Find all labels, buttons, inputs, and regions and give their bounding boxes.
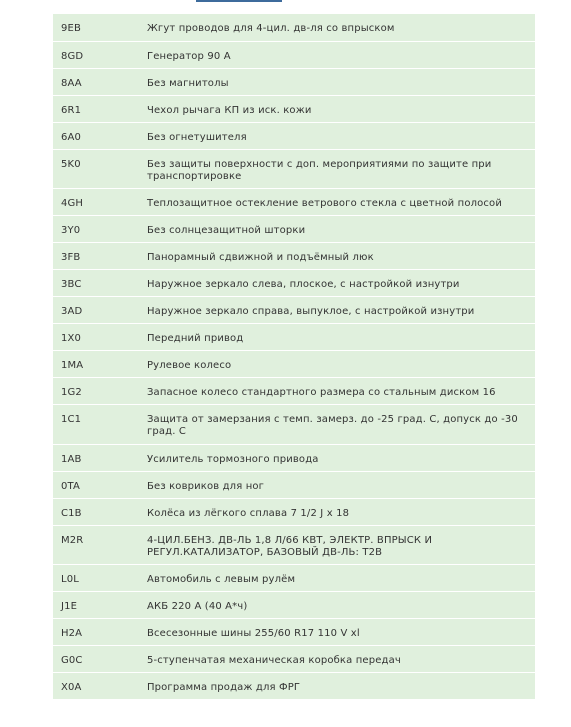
option-description: Колёса из лёгкого сплава 7 1/2 J x 18 <box>147 498 535 525</box>
option-description: Жгут проводов для 4-цил. дв-ля со впрыском <box>147 14 535 41</box>
table-row <box>53 444 535 471</box>
option-code: G0C <box>53 645 147 672</box>
options-table-container <box>53 14 535 727</box>
option-description: Без защиты поверхности с доп. мероприятиями по защите при транспортировке <box>147 149 535 188</box>
table-row <box>53 269 535 296</box>
table-row <box>53 323 535 350</box>
option-code: 4GH <box>53 188 147 215</box>
option-code: X0A <box>53 672 147 699</box>
option-description: Без солнцезащитной шторки <box>147 215 535 242</box>
option-code: J1E <box>53 591 147 618</box>
table-row <box>53 14 535 41</box>
option-description: Наружное зеркало справа, выпуклое, с настройкой изнутри <box>147 296 535 323</box>
table-row <box>53 645 535 672</box>
table-row <box>53 672 535 699</box>
option-code: 8GD <box>53 41 147 68</box>
option-code: 3Y0 <box>53 215 147 242</box>
option-code: 1C1 <box>53 404 147 444</box>
table-row <box>53 149 535 188</box>
option-code: M2R <box>53 525 147 564</box>
table-row <box>53 471 535 498</box>
table-row <box>53 525 535 564</box>
options-table <box>53 14 535 700</box>
option-code: 1AB <box>53 444 147 471</box>
option-code: 6R1 <box>53 95 147 122</box>
table-row <box>53 215 535 242</box>
option-code: 0TA <box>53 471 147 498</box>
option-description: Без магнитолы <box>147 68 535 95</box>
option-description: Защита от замерзания с темп. замерз. до -25 град. С, допуск до -30 град. С <box>147 404 535 444</box>
option-code: 1X0 <box>53 323 147 350</box>
table-row <box>53 122 535 149</box>
table-row <box>53 41 535 68</box>
option-description: Наружное зеркало слева, плоское, с настройкой изнутри <box>147 269 535 296</box>
table-row <box>53 591 535 618</box>
table-row <box>53 296 535 323</box>
option-code: 5K0 <box>53 149 147 188</box>
option-code: L0L <box>53 564 147 591</box>
option-description: Всесезонные шины 255/60 R17 110 V xl <box>147 618 535 645</box>
option-code: 9EB <box>53 14 147 41</box>
option-description: Запасное колесо стандартного размера со стальным диском 16 <box>147 377 535 404</box>
table-row <box>53 404 535 444</box>
table-row <box>53 377 535 404</box>
table-row <box>53 618 535 645</box>
option-description: Передний привод <box>147 323 535 350</box>
table-row <box>53 564 535 591</box>
option-description: Программа продаж для ФРГ <box>147 672 535 699</box>
option-description: АКБ 220 A (40 А*ч) <box>147 591 535 618</box>
option-description: Усилитель тормозного привода <box>147 444 535 471</box>
option-description: 5-ступенчатая механическая коробка передач <box>147 645 535 672</box>
table-row <box>53 188 535 215</box>
top-tab-indicator[interactable] <box>196 0 282 2</box>
table-row <box>53 95 535 122</box>
option-code: 8AA <box>53 68 147 95</box>
option-description: Чехол рычага КП из иск. кожи <box>147 95 535 122</box>
option-code: 1MA <box>53 350 147 377</box>
option-description: Без огнетушителя <box>147 122 535 149</box>
option-code: 1G2 <box>53 377 147 404</box>
option-description: Теплозащитное остекление ветрового стекла с цветной полосой <box>147 188 535 215</box>
option-description: 4-ЦИЛ.БЕНЗ. ДВ-ЛЬ 1,8 Л/66 КВТ, ЭЛЕКТР. ВПРЫСК И РЕГУЛ.КАТАЛИЗАТОР, БАЗОВЫЙ ДВ-ЛЬ: T2B <box>147 525 535 564</box>
option-code: C1B <box>53 498 147 525</box>
option-code: H2A <box>53 618 147 645</box>
option-code: 6A0 <box>53 122 147 149</box>
option-description: Рулевое колесо <box>147 350 535 377</box>
table-row <box>53 498 535 525</box>
table-row <box>53 350 535 377</box>
option-code: 3FB <box>53 242 147 269</box>
table-row <box>53 242 535 269</box>
option-description: Генератор 90 А <box>147 41 535 68</box>
table-row <box>53 68 535 95</box>
option-description: Панорамный сдвижной и подъёмный люк <box>147 242 535 269</box>
option-code: 3AD <box>53 296 147 323</box>
option-description: Автомобиль с левым рулём <box>147 564 535 591</box>
option-description: Без ковриков для ног <box>147 471 535 498</box>
option-code: 3BC <box>53 269 147 296</box>
